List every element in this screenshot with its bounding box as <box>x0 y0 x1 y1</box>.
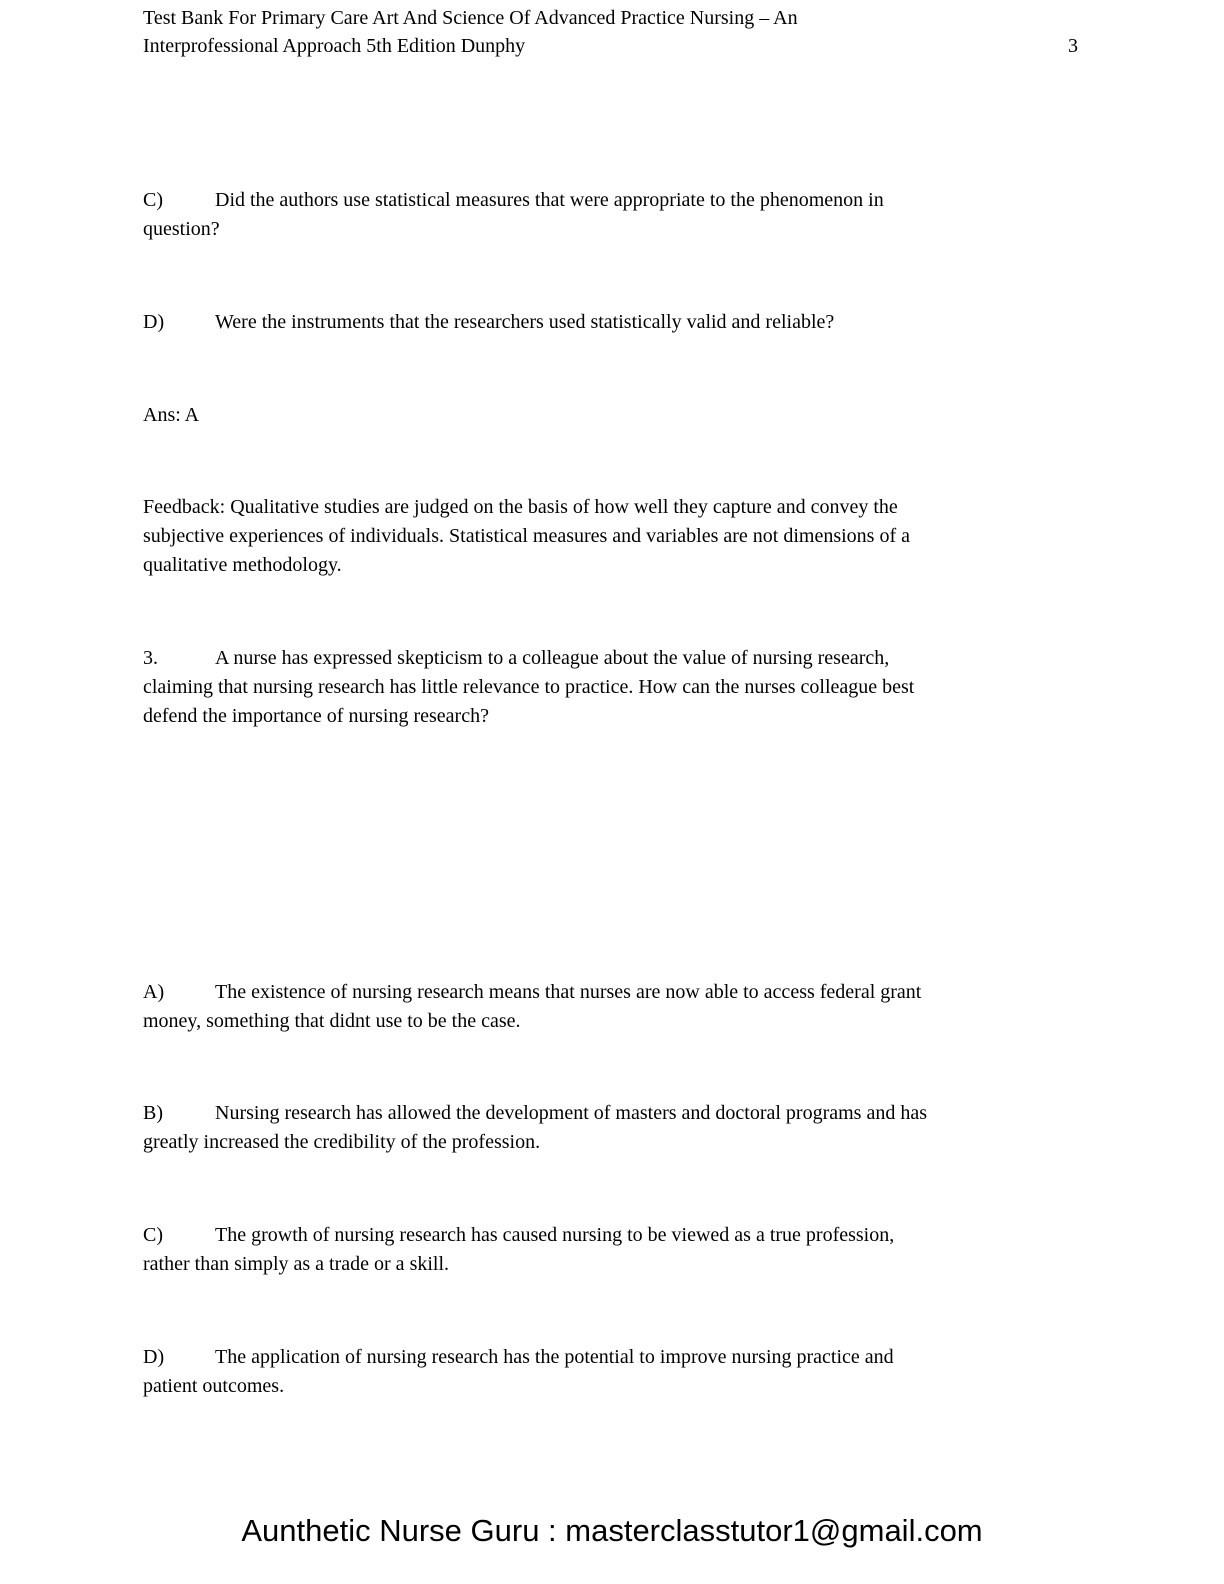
option-text: Did the authors use statistical measures that were appropriate to the phenomenon in <box>215 189 884 211</box>
option-text: The application of nursing research has the potential to improve nursing practice and <box>215 1346 894 1368</box>
text-line: rather than simply as a trade or a skill. <box>143 1253 450 1275</box>
option-label: B) <box>143 1102 163 1124</box>
text-line <box>143 978 921 1007</box>
option-text: The existence of nursing research means that nurses are now able to access federal grant <box>215 981 922 1003</box>
text-line: money, something that didnt use to be the case. <box>143 1010 521 1032</box>
header-title-line-2: Interprofessional Approach 5th Edition Dunphy <box>143 35 526 57</box>
option-label: D) <box>143 311 165 333</box>
q3-option-c <box>143 1221 894 1279</box>
feedback-paragraph <box>143 493 910 580</box>
page-number: 3 <box>1068 35 1078 57</box>
text-line <box>143 1099 927 1128</box>
answer-key <box>143 401 199 430</box>
text-line: claiming that nursing research has little relevance to practice. How can the nurses colleague best <box>143 676 915 698</box>
text-line: question? <box>143 218 220 240</box>
q3-option-a <box>143 978 921 1036</box>
text-line: defend the importance of nursing research? <box>143 705 489 727</box>
option-label: C) <box>143 1224 163 1246</box>
q2-option-d <box>143 308 834 337</box>
q3-option-b <box>143 1099 927 1157</box>
option-text: Were the instruments that the researchers used statistically valid and reliable? <box>215 311 835 333</box>
option-label: D) <box>143 1346 165 1368</box>
option-label: A) <box>143 981 165 1003</box>
option-label: C) <box>143 189 163 211</box>
text-line: patient outcomes. <box>143 1375 285 1397</box>
footer-contact: Aunthetic Nurse Guru : masterclasstutor1@gmail.com <box>241 1513 983 1548</box>
q2-option-c <box>143 186 884 244</box>
text-line: subjective experiences of individuals. Statistical measures and variables are not dimensions of a <box>143 525 910 547</box>
question-3 <box>143 644 914 731</box>
page-header <box>143 4 798 60</box>
text-line: greatly increased the credibility of the profession. <box>143 1131 541 1153</box>
text-line <box>143 186 884 215</box>
q3-option-d <box>143 1343 894 1401</box>
option-text: Nursing research has allowed the development of masters and doctoral programs and has <box>215 1102 927 1124</box>
text-line: Feedback: Qualitative studies are judged on the basis of how well they capture and convey the <box>143 496 898 518</box>
text-line: qualitative methodology. <box>143 554 342 576</box>
option-text: The growth of nursing research has caused nursing to be viewed as a true profession, <box>215 1224 895 1246</box>
header-title-line-1: Test Bank For Primary Care Art And Science Of Advanced Practice Nursing – An <box>143 7 798 29</box>
text-line: Ans: A <box>143 404 200 426</box>
text-line <box>143 644 914 673</box>
text-line <box>143 1221 894 1250</box>
text-line <box>143 1343 894 1372</box>
question-number-label: 3. <box>143 647 158 669</box>
text-line <box>143 308 834 337</box>
question-text: A nurse has expressed skepticism to a colleague about the value of nursing research, <box>215 647 890 669</box>
